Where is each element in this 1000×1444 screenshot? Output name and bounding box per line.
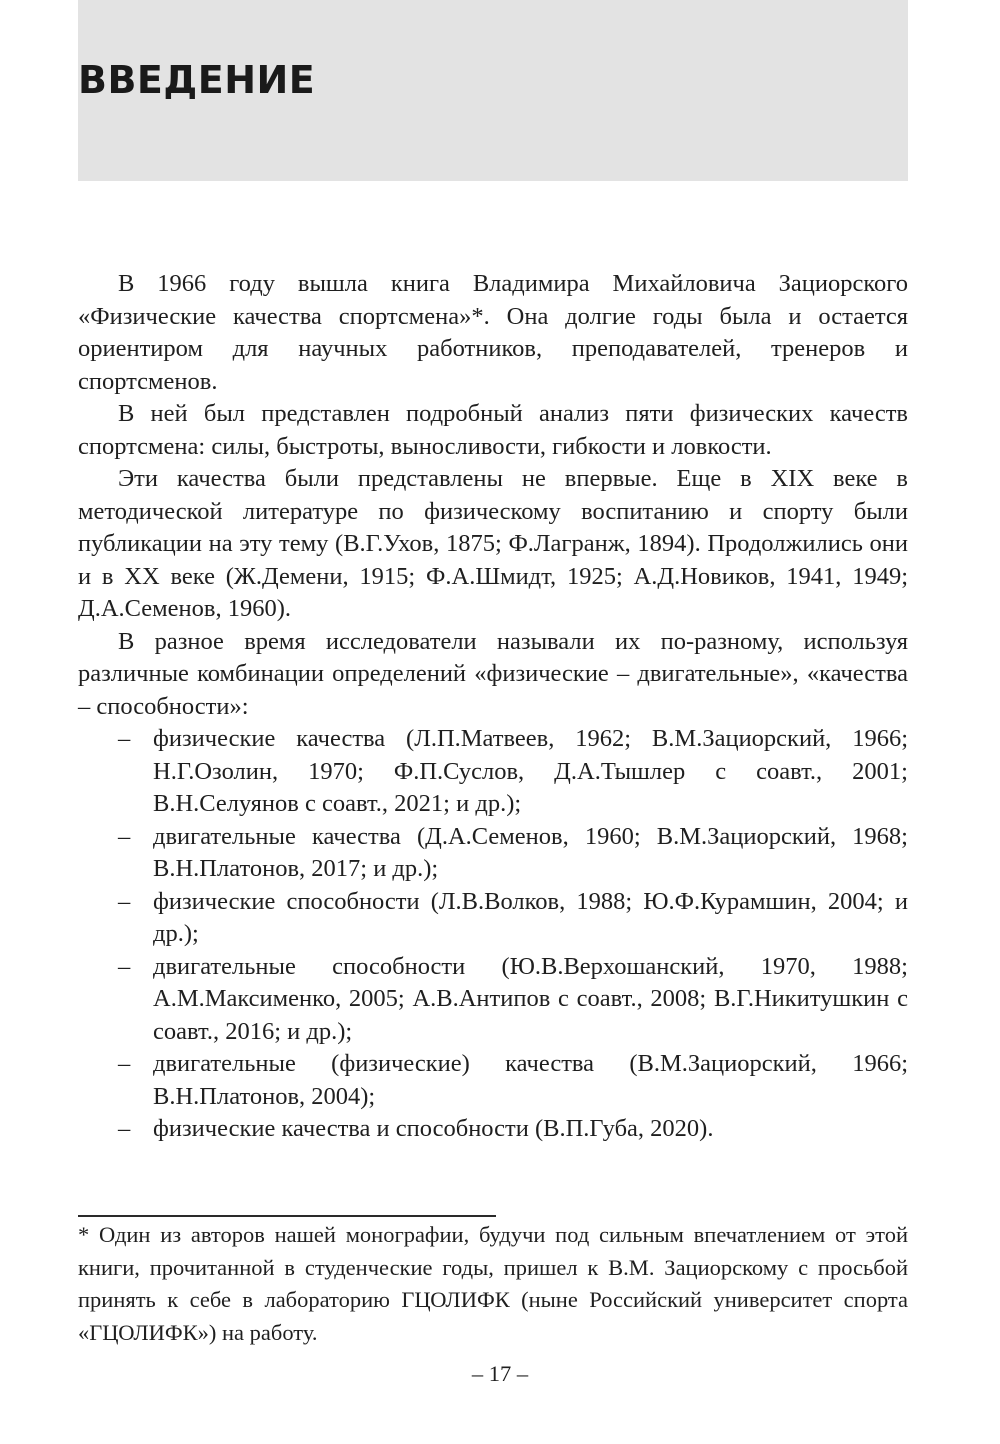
list-dash: – bbox=[118, 887, 131, 915]
list-dash: – bbox=[118, 952, 131, 980]
page-number: – 17 – bbox=[471, 1361, 529, 1386]
chapter-header-band bbox=[78, 0, 908, 181]
list-item-text: физические качества (Л.П.Матвеев, 1962; В.М.Зациорский, 1966; Н.Г.Озолин, 1970; Ф.П.Суслов, Д.А.Тышлер с соавт., 2001; В.Н.Селуянов с соавт., 2021; и др.); bbox=[153, 725, 908, 817]
list-item-text: физические способности (Л.В.Волков, 1988; Ю.Ф.Курамшин, 2004; и др.); bbox=[153, 887, 908, 947]
footnote-divider bbox=[78, 1215, 496, 1217]
paragraph: В разное время исследователи называли их по-разному, используя различные комбинации определений «физические – двигательные», «качества – способности»: bbox=[78, 627, 908, 720]
paragraph: В 1966 году вышла книга Владимира Михайловича Зациорского «Физические качества спортсмена»*. Она долгие годы была и остается ориентиром для научных работников, преподавателей, тренеров и спортсменов. bbox=[78, 270, 908, 395]
footnote: * Один из авторов нашей монографии, будучи под сильным впечатлением от этой книги, прочитанной в студенческие годы, пришел к В.М. Зациорскому с просьбой принять к себе в лабораторию ГЦОЛИФК (ныне Российский университет спорта «ГЦОЛИФК») на работу. bbox=[78, 1222, 908, 1345]
terms-list bbox=[78, 723, 908, 1146]
list-dash: – bbox=[118, 822, 131, 850]
paragraph: В ней был представлен подробный анализ пяти физических качеств спортсмена: силы, быстроты, выносливости, гибкости и ловкости. bbox=[78, 400, 908, 460]
list-item bbox=[78, 951, 908, 1049]
list-dash: – bbox=[118, 725, 131, 752]
list-dash: – bbox=[118, 1050, 131, 1077]
list-item-text: двигательные способности (Ю.В.Верхошанский, 1970, 1988; А.М.Максименко, 2005; А.В.Антипов с соавт., 2008; В.Г.Никитушкин с соавт., 2016; и др.); bbox=[153, 952, 908, 1045]
main-text bbox=[78, 268, 908, 1146]
list-item bbox=[78, 723, 908, 821]
list-item-text: физические качества и способности (В.П.Губа, 2020). bbox=[153, 1115, 714, 1142]
list-item bbox=[78, 1048, 908, 1113]
list-item bbox=[78, 886, 908, 951]
list-item bbox=[78, 821, 908, 886]
list-dash: – bbox=[118, 1115, 131, 1142]
list-item-text: двигательные качества (Д.А.Семенов, 1960; В.М.Зациорский, 1968; В.Н.Платонов, 2017; и др.); bbox=[153, 822, 908, 882]
paragraph: Эти качества были представлены не впервые. Еще в XIX веке в методической литературе по физическому воспитанию и спорту были публикации на эту тему (В.Г.Ухов, 1875; Ф.Лагранж, 1894). Продолжились они и в XX веке (Ж.Демени, 1915; Ф.А.Шмидт, 1925; А.Д.Новиков, 1941, 1949; Д.А.Семенов, 1960). bbox=[78, 465, 908, 622]
list-item-text: двигательные (физические) качества (В.М.Зациорский, 1966; В.Н.Платонов, 2004); bbox=[153, 1050, 908, 1110]
list-item bbox=[78, 1113, 908, 1146]
chapter-title: ВВЕДЕНИЕ bbox=[78, 58, 316, 102]
